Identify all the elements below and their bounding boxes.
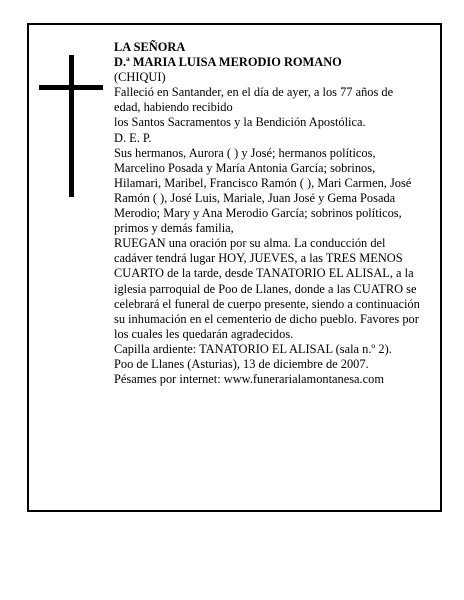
condolences-link: Pésames por internet: www.funerarialamontanesa.com [114, 372, 384, 387]
sacraments-line: los Santos Sacramentos y la Bendición Apostólica. [114, 115, 366, 130]
cross-vertical-bar [69, 55, 74, 197]
notice-title: LA SEÑORA [114, 40, 186, 54]
obituary-notice [27, 23, 442, 512]
cross-horizontal-bar [39, 85, 103, 90]
death-details: Falleció en Santander, en el día de ayer, a los 77 años de edad, habiendo recibido [114, 85, 394, 115]
chapel-info: Capilla ardiente: TANATORIO EL ALISAL (sala n.º 2). [114, 341, 392, 356]
place-date: Poo de Llanes (Asturias), 13 de diciembre de 2007. [114, 356, 369, 371]
deceased-nickname: (CHIQUI) [114, 70, 166, 85]
notice-text [114, 40, 420, 387]
rip-line: D. E. P. [114, 130, 152, 145]
funeral-request: RUEGAN una oración por su alma. La conducción del cadáver tendrá lugar HOY, JUEVES, a las TRES MENOS CUARTO de la tarde, desde TANATORIO EL ALISAL, a la iglesia parroquial de Poo de Llanes, donde a las CUATRO se celebrará el funeral de cuerpo presente, siendo a continuación su inhumación en el cementerio de dicho pueblo. Favores por los cuales les quedarán agradecidos. [114, 236, 420, 341]
cross-icon [39, 55, 103, 197]
family-members: Sus hermanos, Aurora ( ) y José; hermanos políticos, Marcelino Posada y María Antonia García; sobrinos, Hilamari, Maribel, Francisco Ramón ( ), Mari Carmen, José Ramón ( ), José Luis, Mariale, Juan José y Gema Posada Merodio; Mary y Ana Merodio García; sobrinos políticos, primos y demás familia, [114, 145, 412, 236]
deceased-name: D.ª MARIA LUISA MERODIO ROMANO [114, 55, 342, 70]
